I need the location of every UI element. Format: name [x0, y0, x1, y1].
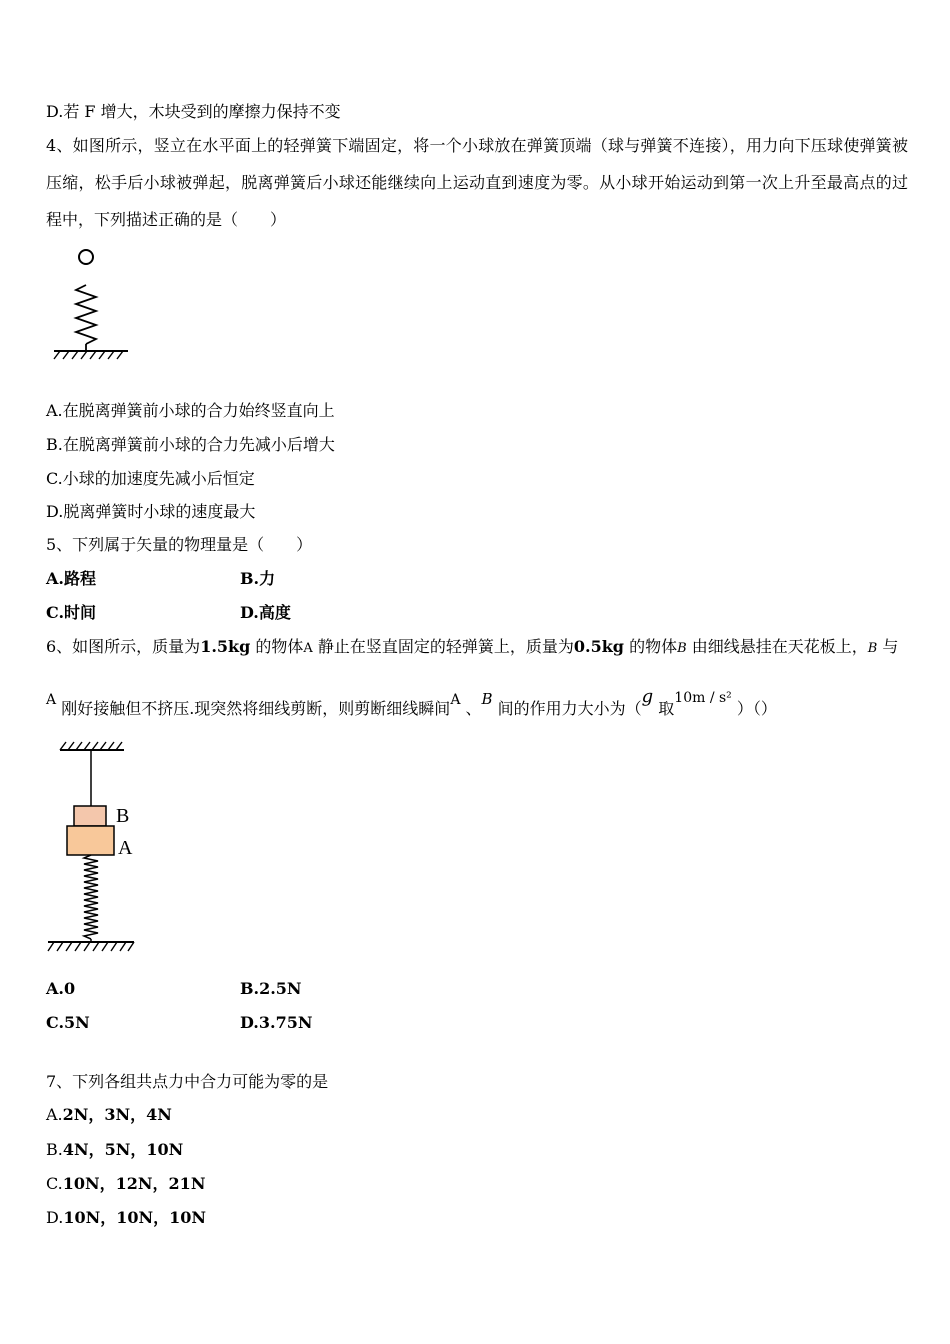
q6-text: 6、如图所示，质量为: [46, 637, 201, 656]
var-b: B: [867, 641, 878, 656]
q6-text: 与: [877, 637, 899, 656]
mass-b: 0.5kg: [573, 637, 624, 656]
q6-text: 静止在竖直固定的轻弹簧上，质量为: [312, 637, 574, 656]
q6-option-d: D.3.75N: [240, 1013, 313, 1032]
q4-option-a: A.在脱离弹簧前小球的合力始终竖直向上: [46, 401, 335, 420]
var-a: A: [450, 692, 461, 708]
block-a: [67, 826, 114, 855]
option-value: 4N，5N，10N: [62, 1140, 184, 1159]
mass-a: 1.5kg: [200, 637, 251, 656]
q6-stem-line1: [46, 637, 898, 659]
ball-spring-figure: [50, 245, 130, 365]
q6-option-b: B.2.5N: [240, 979, 302, 998]
q6-stem-line2: [46, 686, 777, 720]
q6-text: 刚好接触但不挤压.现突然将细线剪断，则剪断细线瞬间: [56, 699, 451, 718]
ball: [79, 250, 93, 264]
var-b: B: [481, 690, 493, 708]
q7-option-b: [46, 1140, 183, 1160]
option-value: 10N，10N，10N: [63, 1208, 207, 1227]
g-value: 10m / s²: [674, 690, 732, 706]
q6-text: ）（）: [731, 699, 777, 718]
q7-option-c: [46, 1174, 205, 1194]
q4-option-d: D.脱离弹簧时小球的速度最大: [46, 502, 256, 521]
q5-option-d: D.高度: [240, 603, 291, 622]
option-value: 10N，12N，21N: [62, 1174, 206, 1193]
q7-option-d: [46, 1208, 206, 1228]
q4-option-c: C.小球的加速度先减小后恒定: [46, 469, 255, 488]
option-letter: B.: [46, 1140, 63, 1159]
q5-option-a: A.路程: [46, 569, 96, 588]
q6-text: 由细线悬挂在天花板上，: [686, 637, 868, 656]
q6-text: 的物体: [623, 637, 678, 656]
var-b: B: [677, 641, 687, 656]
var-g: g: [641, 686, 654, 707]
q3-option-d: D.若 F 增大，木块受到的摩擦力保持不变: [46, 102, 341, 121]
q7-stem: 7、下列各组共点力中合力可能为零的是: [46, 1072, 329, 1091]
option-letter: C.: [46, 1174, 63, 1193]
q5-option-b: B.力: [240, 569, 276, 588]
spring: [76, 285, 96, 344]
option-value: 2N，3N，4N: [62, 1105, 172, 1124]
blocks-spring-figure: [46, 742, 146, 957]
q6-text: 、: [460, 699, 482, 718]
q4-option-b: B.在脱离弹簧前小球的合力先减小后增大: [46, 435, 335, 454]
q6-text: 取: [653, 699, 675, 718]
q6-text: 间的作用力大小为（: [492, 699, 642, 718]
q4-stem: 4、如图所示，竖立在水平面上的轻弹簧下端固定，将一个小球放在弹簧顶端（球与弹簧不连接），用力向下压球使弹簧被压缩，松手后小球被弹起，脱离弹簧后小球还能继续向上运动直到速度为零。从小球开始运动到第一次上升至最高点的过程中，下列描述正确的是（ ）: [46, 136, 908, 229]
block-b: [74, 806, 106, 826]
q6-option-c: C.5N: [46, 1013, 90, 1032]
q6-option-a: A.0: [46, 979, 76, 998]
label-b: B: [116, 805, 130, 827]
var-a: A: [46, 692, 57, 708]
q5-option-c: C.时间: [46, 603, 97, 622]
option-letter: A.: [46, 1105, 63, 1124]
var-a: A: [303, 641, 313, 656]
q7-option-a: [46, 1105, 172, 1125]
label-a: A: [118, 837, 133, 859]
q6-text: 的物体: [250, 637, 304, 656]
spring: [84, 855, 98, 939]
q5-stem: 5、下列属于矢量的物理量是（ ）: [46, 535, 313, 554]
option-letter: D.: [46, 1208, 64, 1227]
